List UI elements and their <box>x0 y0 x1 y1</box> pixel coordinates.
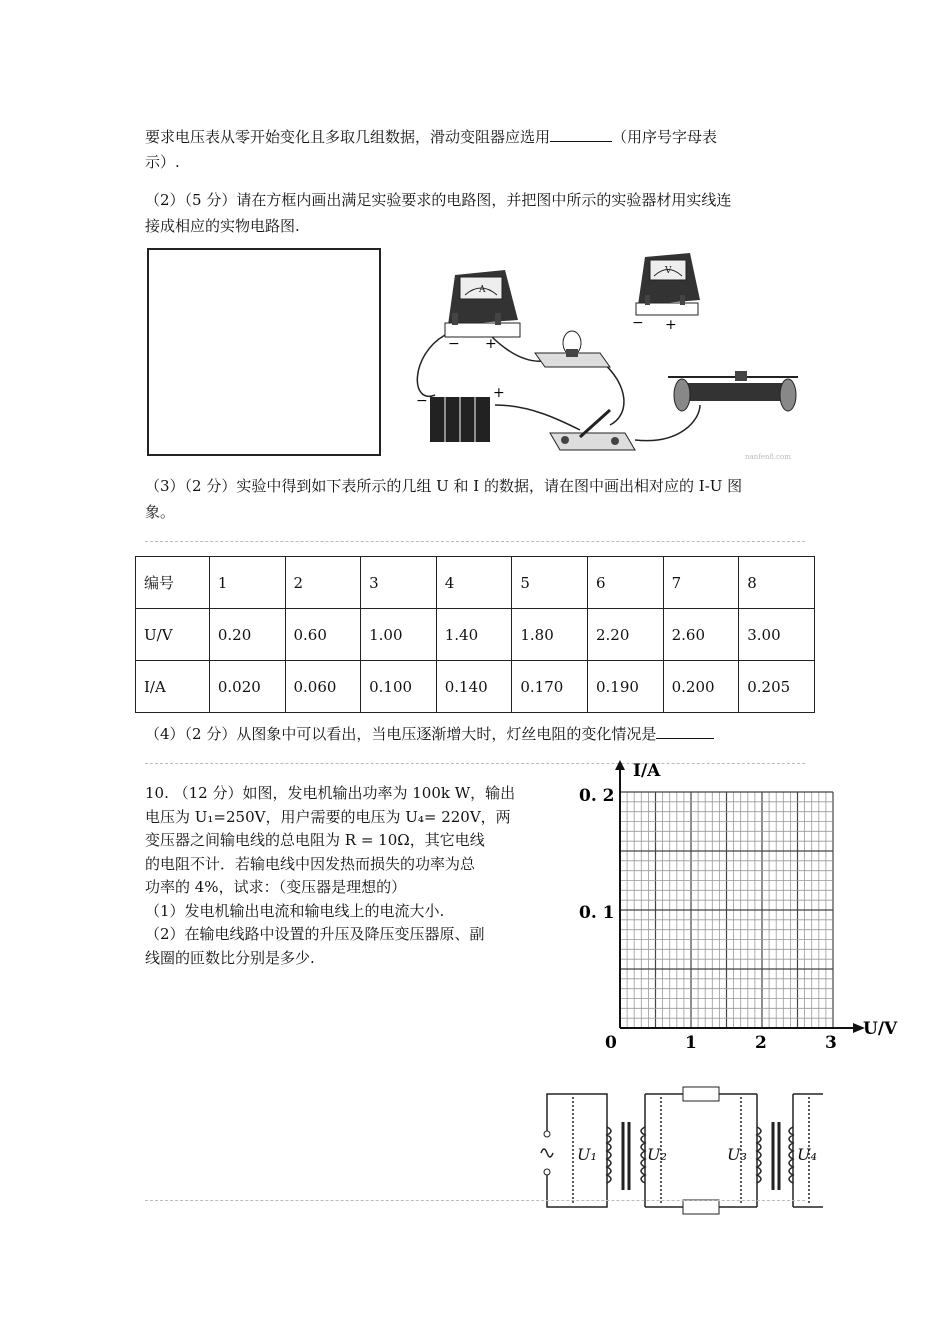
x-axis-label: U/V <box>863 1019 898 1039</box>
table-cell: 5 <box>512 557 588 609</box>
q9-line1: 要求电压表从零开始变化且多取几组数据，滑动变阻器应选用 （用序号字母表 <box>145 128 718 146</box>
lamp <box>535 331 610 367</box>
table-cell: 3 <box>361 557 437 609</box>
table-cell: 4 <box>436 557 512 609</box>
q10-line: 的电阻不计．若输电线中因发热而损失的功率为总 <box>145 854 476 873</box>
u3-label: U₃ <box>727 1145 747 1164</box>
table-cell: U/V <box>136 609 210 661</box>
table-cell: 1.00 <box>361 609 437 661</box>
iu-graph[interactable] <box>575 758 920 1058</box>
answer-blank[interactable] <box>656 724 714 739</box>
table-cell: I/A <box>136 661 210 713</box>
table-cell: 0.170 <box>512 661 588 713</box>
battery-minus: − <box>416 393 428 409</box>
switch <box>550 410 635 450</box>
table-cell: 0.060 <box>285 661 361 713</box>
table-cell: 1 <box>209 557 285 609</box>
y-axis-arrow <box>615 760 625 770</box>
x-tick-label: 1 <box>685 1033 697 1053</box>
table-cell: 2.60 <box>663 609 739 661</box>
q9-part2-line2: 接成相应的实物电路图. <box>145 217 300 235</box>
data-table <box>135 556 815 713</box>
voltmeter-minus: − <box>632 315 644 331</box>
u4-label: U₄ <box>797 1145 817 1164</box>
transmission-circuit <box>535 1082 830 1222</box>
q10-line: （2）在输电线路中设置的升压及降压变压器原、副 <box>145 925 485 943</box>
ammeter <box>445 270 520 352</box>
wire <box>417 335 445 396</box>
table-cell: 2 <box>285 557 361 609</box>
divider <box>145 541 805 542</box>
ammeter-label: A <box>479 285 486 295</box>
table-cell: 0.200 <box>663 661 739 713</box>
q9-part4: （4）（2 分）从图象中可以看出，当电压逐渐增大时，灯丝电阻的变化情况是 <box>145 722 815 746</box>
y-tick-label: 0. 1 <box>579 903 615 923</box>
table-cell: 1.80 <box>512 609 588 661</box>
table-cell: 0.190 <box>588 661 664 713</box>
table-cell: 1.40 <box>436 609 512 661</box>
voltmeter <box>632 253 700 333</box>
ammeter-minus: − <box>448 336 460 352</box>
terminal <box>544 1169 550 1175</box>
table-cell: 8 <box>739 557 815 609</box>
divider <box>145 1200 805 1201</box>
y-axis-label: I/A <box>633 761 661 781</box>
q10-line: 10. （12 分）如图，发电机输出功率为 100k W，输出 <box>145 784 516 802</box>
wire <box>635 405 700 441</box>
terminal <box>544 1131 550 1137</box>
u2-label: U₂ <box>647 1145 667 1164</box>
table-cell: 2.20 <box>588 609 664 661</box>
rheostat <box>668 371 798 461</box>
table-cell: 0.140 <box>436 661 512 713</box>
q10-line: 线圈的匝数比分别是多少. <box>145 948 315 967</box>
table-cell: 6 <box>588 557 664 609</box>
battery <box>416 385 505 442</box>
q9-line2: 示）. <box>145 153 180 171</box>
u1-label: U₁ <box>577 1145 597 1164</box>
x-tick-label: 0 <box>605 1033 617 1053</box>
q10-line: （1）发电机输出电流和输电线上的电流大小. <box>145 901 445 920</box>
table-cell: 7 <box>663 557 739 609</box>
table-row <box>136 557 815 609</box>
table-row <box>136 609 815 661</box>
graph-grid <box>620 792 833 1028</box>
x-tick-label: 3 <box>825 1033 837 1053</box>
y-tick-label: 0. 2 <box>579 786 615 806</box>
q10-line: 变压器之间输电线的总电阻为 R = 10Ω，其它电线 <box>145 831 485 849</box>
ammeter-plus: + <box>485 336 497 352</box>
table-cell: 0.205 <box>739 661 815 713</box>
wire <box>495 405 580 430</box>
table-cell: 0.100 <box>361 661 437 713</box>
table-cell: 0.020 <box>209 661 285 713</box>
q10-line: 功率的 4%，试求：（变压器是理想的） <box>145 878 407 896</box>
table-cell: 0.20 <box>209 609 285 661</box>
drawing-box[interactable] <box>147 248 381 456</box>
x-tick-label: 2 <box>755 1033 767 1053</box>
table-row <box>136 661 815 713</box>
answer-blank[interactable] <box>550 127 612 142</box>
battery-plus: + <box>493 385 505 401</box>
voltmeter-plus: + <box>665 317 677 333</box>
resistor-top <box>683 1087 719 1101</box>
q9-part3-line2: 象。 <box>145 503 176 521</box>
apparatus-illustration <box>400 245 820 470</box>
q9-part2-line1: （2）（5 分）请在方框内画出满足实验要求的电路图，并把图中所示的实验器材用实线连 <box>145 191 732 209</box>
table-cell: 3.00 <box>739 609 815 661</box>
q9-part3-line1: （3）（2 分）实验中得到如下表所示的几组 U 和 I 的数据，请在图中画出相对应的 I-U 图 <box>145 477 743 495</box>
watermark: nanfen8.com <box>745 453 791 461</box>
table-cell: 编号 <box>136 557 210 609</box>
resistor-bottom <box>683 1200 719 1214</box>
voltmeter-label: V <box>665 266 672 276</box>
q10-text <box>145 782 545 970</box>
table-cell: 0.60 <box>285 609 361 661</box>
q10-line: 电压为 U₁=250V，用户需要的电压为 U₄= 220V，两 <box>145 807 511 826</box>
